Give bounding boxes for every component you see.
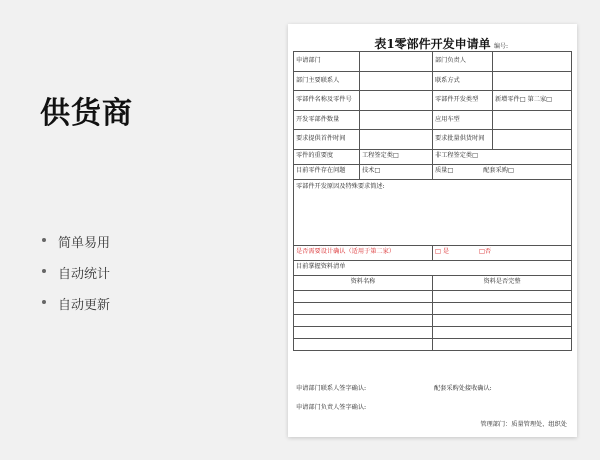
form-row bbox=[294, 130, 572, 150]
field-value bbox=[493, 52, 572, 72]
option-purchase: 配套采购□ bbox=[483, 167, 514, 175]
feature-item bbox=[40, 232, 110, 263]
field-label: 部门负责人 bbox=[433, 52, 493, 72]
form-row bbox=[294, 179, 572, 245]
feature-label: 简单易用 bbox=[58, 236, 111, 251]
slide-title: 供货商 bbox=[40, 96, 133, 131]
application-form-image bbox=[288, 24, 577, 437]
field-options bbox=[433, 245, 572, 260]
feature-list bbox=[40, 232, 110, 325]
form-title: 表1零部件开发申请单 bbox=[374, 37, 491, 51]
table-cell bbox=[433, 338, 572, 350]
form-row bbox=[294, 260, 572, 275]
column-header-material-complete: 资料是否完整 bbox=[433, 275, 572, 290]
table-cell bbox=[433, 290, 572, 302]
field-value bbox=[360, 91, 433, 111]
field-label: 零件的重要度 bbox=[294, 149, 360, 164]
field-value bbox=[360, 110, 433, 130]
field-label: 联系方式 bbox=[433, 71, 493, 91]
field-value bbox=[360, 71, 433, 91]
table-cell bbox=[294, 290, 433, 302]
materials-list-label: 目前掌握资料清单 bbox=[294, 260, 572, 275]
table-cell bbox=[294, 314, 433, 326]
option-quality: 质量□ bbox=[435, 167, 454, 175]
feature-item bbox=[40, 263, 110, 294]
column-header-material-name: 资料名称 bbox=[294, 275, 433, 290]
feature-label: 自动更新 bbox=[58, 298, 111, 313]
form-row bbox=[294, 71, 572, 91]
purchase-signature: 配套采购处接收确认: bbox=[434, 385, 492, 392]
option-eng-sign: 工程签定类□ bbox=[360, 149, 433, 164]
field-label: 零部件开发类型 bbox=[433, 91, 493, 111]
field-label: 要求批量供货时间 bbox=[433, 130, 493, 150]
table-row bbox=[294, 338, 572, 350]
option-new-part: 新增零件□ bbox=[495, 96, 526, 104]
bullet-dot-icon bbox=[42, 269, 46, 273]
table-row bbox=[294, 302, 572, 314]
field-label: 目前零件存在问题 bbox=[294, 164, 360, 179]
form-row bbox=[294, 149, 572, 164]
field-options bbox=[493, 91, 572, 111]
table-cell bbox=[433, 314, 572, 326]
applicant-signature: 申请部门联系人签字确认: bbox=[296, 385, 367, 392]
reasons-field: 零部件开发原因及特殊要求简述: bbox=[294, 179, 572, 245]
field-value bbox=[360, 52, 433, 72]
field-label: 部门主要联系人 bbox=[294, 71, 360, 91]
field-label: 零部件名称及零件号 bbox=[294, 91, 360, 111]
bullet-dot-icon bbox=[42, 238, 46, 242]
field-label: 要求提供首件时间 bbox=[294, 130, 360, 150]
field-label: 应用车型 bbox=[433, 110, 493, 130]
form-row bbox=[294, 245, 572, 260]
form-row bbox=[294, 275, 572, 290]
option-tech: 技术□ bbox=[360, 164, 433, 179]
design-confirm-label: 是否需要设计确认（适用于第二家） bbox=[294, 245, 433, 260]
form-row bbox=[294, 164, 572, 179]
feature-item bbox=[40, 294, 110, 325]
table-cell bbox=[433, 302, 572, 314]
feature-label: 自动统计 bbox=[58, 267, 111, 282]
table-cell bbox=[433, 326, 572, 338]
option-non-eng-sign: 非工程签定类□ bbox=[433, 149, 572, 164]
field-options bbox=[433, 164, 572, 179]
bullet-dot-icon bbox=[42, 300, 46, 304]
table-row bbox=[294, 290, 572, 302]
field-value bbox=[493, 110, 572, 130]
field-value bbox=[493, 71, 572, 91]
form-table bbox=[293, 51, 572, 351]
table-row bbox=[294, 326, 572, 338]
form-row bbox=[294, 52, 572, 72]
table-row bbox=[294, 314, 572, 326]
field-value bbox=[360, 130, 433, 150]
form-row bbox=[294, 91, 572, 111]
option-second-supplier: 第二家□ bbox=[527, 96, 552, 104]
serial-number-label: 编号: bbox=[494, 43, 509, 50]
field-value bbox=[493, 130, 572, 150]
form-row bbox=[294, 110, 572, 130]
head-signature: 申请部门负责人签字确认: bbox=[296, 404, 367, 411]
option-no: □否 bbox=[479, 248, 492, 256]
table-cell bbox=[294, 326, 433, 338]
option-yes: □ 是 bbox=[435, 248, 450, 256]
field-label: 开发零部件数量 bbox=[294, 110, 360, 130]
table-cell bbox=[294, 302, 433, 314]
admin-department: 管理部门：质量管理处、组织处 bbox=[480, 421, 567, 428]
table-cell bbox=[294, 338, 433, 350]
field-label: 申请部门 bbox=[294, 52, 360, 72]
